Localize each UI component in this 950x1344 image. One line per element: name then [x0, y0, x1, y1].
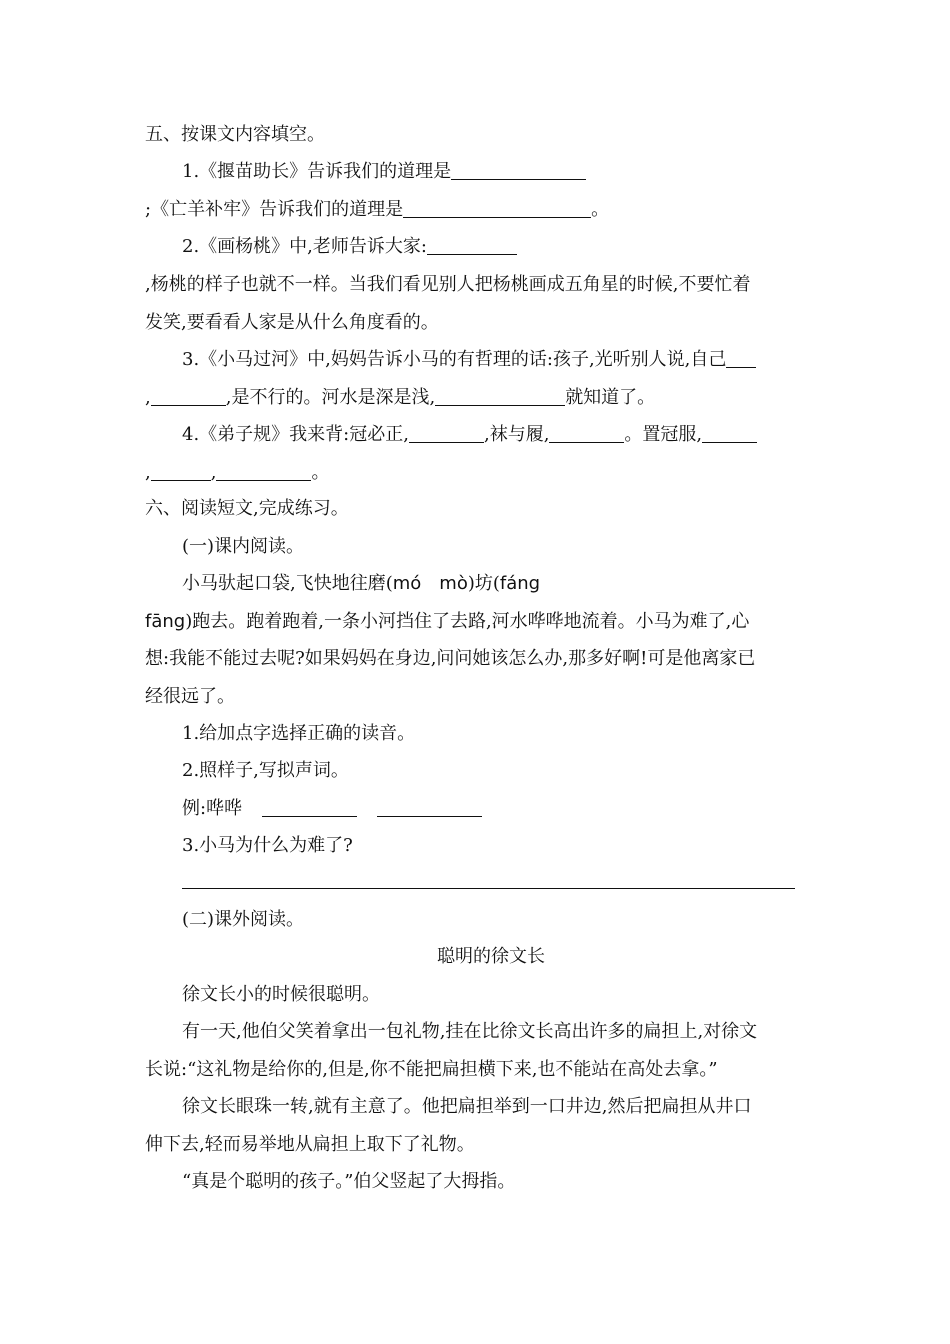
- story-paragraph-3-line-1: 徐文长眼珠一转,就有主意了。他把扁担举到一口井边,然后把扁担从井口: [182, 1096, 752, 1117]
- question-5-4-line-1: [182, 423, 757, 447]
- question-5-1-line-2: [145, 198, 609, 222]
- question-text: ,是不行的。河水是深是浅,: [225, 387, 436, 408]
- question-5-1-line-1: [182, 160, 586, 184]
- passage-text: 小马驮起口袋,飞快地往磨(: [182, 573, 393, 594]
- part-2-title: (二)课外阅读。: [182, 909, 305, 930]
- story-paragraph-4: “真是个聪明的孩子。”伯父竖起了大拇指。: [182, 1171, 516, 1192]
- exercise-3: 3.小马为什么为难了?: [182, 835, 353, 856]
- answer-blank[interactable]: [409, 424, 484, 443]
- question-text: 。: [311, 462, 330, 483]
- answer-blank[interactable]: [726, 349, 756, 368]
- story-paragraph-2-line-1: 有一天,他伯父笑着拿出一包礼物,挂在比徐文长高出许多的扁担上,对徐文: [182, 1021, 758, 1042]
- question-text: 。置冠服,: [624, 424, 703, 445]
- answer-blank[interactable]: [151, 387, 226, 406]
- question-text: 1.《揠苗助长》告诉我们的道理是: [182, 161, 452, 182]
- passage-text: )跑去。跑着跑着,一条小河挡住了去路,河水哗哗地流着。小马为难了,心: [185, 611, 750, 632]
- story-paragraph-3-line-2: 伸下去,轻而易举地从扁担上取下了礼物。: [145, 1134, 475, 1155]
- answer-blank[interactable]: [377, 798, 482, 817]
- answer-blank[interactable]: [427, 236, 517, 255]
- question-text: 。: [591, 199, 610, 220]
- answer-blank[interactable]: [151, 462, 211, 481]
- answer-blank[interactable]: [451, 161, 586, 180]
- question-5-4-line-2: [145, 461, 329, 485]
- answer-blank[interactable]: [702, 424, 757, 443]
- example-text: 例:哗哗: [182, 798, 243, 819]
- passage-1-line-2: [145, 610, 749, 634]
- question-5-2-line-2: ,杨桃的样子也就不一样。当我们看见别人把杨桃画成五角星的时候,不要忙着: [145, 274, 751, 295]
- answer-blank[interactable]: [262, 798, 357, 817]
- passage-1-line-1: [182, 572, 540, 596]
- pinyin-option-fang-2: fáng: [499, 573, 541, 594]
- question-text: ,: [210, 462, 217, 483]
- answer-line[interactable]: [182, 888, 795, 889]
- question-text: ,: [145, 462, 151, 483]
- part-1-title: (一)课内阅读。: [182, 536, 305, 557]
- story-title: 聪明的徐文长: [437, 946, 545, 967]
- exercise-1: 1.给加点字选择正确的读音。: [182, 723, 416, 744]
- question-text: ,袜与履,: [483, 424, 550, 445]
- question-text: 2.《画杨桃》中,老师告诉大家:: [182, 236, 427, 257]
- exercise-2: 2.照样子,写拟声词。: [182, 760, 349, 781]
- section-5-title: 五、按课文内容填空。: [145, 124, 325, 145]
- answer-blank[interactable]: [216, 462, 311, 481]
- question-text: 4.《弟子规》我来背:冠必正,: [182, 424, 409, 445]
- section-6-title: 六、阅读短文,完成练习。: [145, 498, 349, 519]
- answer-blank[interactable]: [435, 387, 565, 406]
- passage-text: )坊(: [467, 573, 500, 594]
- question-text: 就知道了。: [565, 387, 656, 408]
- question-text: ,: [145, 387, 151, 408]
- question-5-2-line-1: [182, 235, 517, 259]
- question-5-2-line-3: 发笑,要看看人家是从什么角度看的。: [145, 312, 439, 333]
- answer-blank[interactable]: [403, 199, 591, 218]
- story-paragraph-2-line-2: 长说:“这礼物是给你的,但是,你不能把扁担横下来,也不能站在高处去拿。”: [145, 1059, 718, 1080]
- passage-1-line-3: 想:我能不能过去呢?如果妈妈在身边,问问她该怎么办,那多好啊!可是他离家已: [145, 648, 756, 669]
- story-paragraph-1: 徐文长小的时候很聪明。: [182, 984, 380, 1005]
- question-5-3-line-2: [145, 386, 655, 410]
- answer-blank[interactable]: [549, 424, 624, 443]
- question-5-3-line-1: [182, 348, 756, 372]
- exercise-2-example: [182, 797, 482, 821]
- question-text: ;《亡羊补牢》告诉我们的道理是: [145, 199, 404, 220]
- passage-1-line-4: 经很远了。: [145, 686, 235, 707]
- pinyin-option-fang-1: fāng: [145, 611, 186, 632]
- question-text: 3.《小马过河》中,妈妈告诉小马的有哲理的话:孩子,光听别人说,自己: [182, 349, 727, 370]
- pinyin-options-mo: mó mò: [392, 573, 468, 594]
